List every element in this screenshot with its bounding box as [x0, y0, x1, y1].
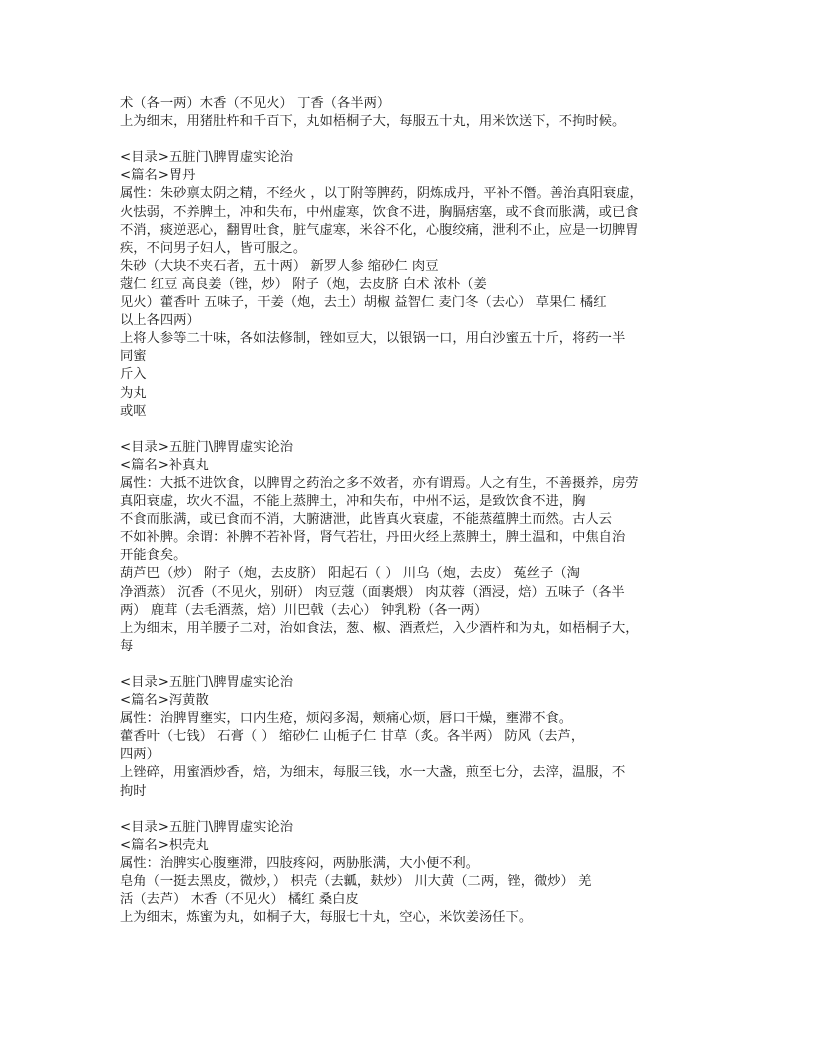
text-line: 术（各一两）木香（不见火） 丁香（各半两） [120, 96, 391, 111]
text-line: 朱砂（大块不夹石者，五十两） 新罗人参 缩砂仁 肉豆 [120, 258, 439, 274]
text-line: 或呕 [120, 403, 147, 419]
text-line: 属性：朱砂禀太阴之精，不经火 ，以丁附等脾药，阴炼成丹，平补不僭。善治真阳衰虚， [120, 186, 643, 202]
text-line: <目录>五脏门\脾胃虚实论治 [120, 819, 294, 835]
text-line: 上锉碎，用蜜酒炒香，焙，为细末，每服三钱，水一大盏，煎至七分，去滓，温服，不 [120, 765, 626, 781]
text-line: 葫芦巴（炒） 附子（炮，去皮脐） 阳起石（ ） 川乌（炮，去皮） 菟丝子（淘 [120, 566, 580, 582]
text-line: <篇名>补真丸 [120, 457, 209, 473]
text-line: 拘时 [120, 783, 147, 799]
text-line: 活（去芦） 木香（不见火） 橘红 桑白皮 [120, 892, 359, 908]
text-line: 藿香叶（七钱） 石膏（ ） 缩砂仁 山栀子仁 甘草（炙。各半两） 防风（去芦， [120, 729, 585, 745]
text-line: 同蜜 [120, 349, 147, 365]
text-line: 不食而胀满，或已食而不消，大腑溏泄，此皆真火衰虚，不能蒸蕴脾土而然。古人云 [120, 512, 612, 528]
text-line [120, 131, 680, 149]
text-line: 四两） [120, 747, 160, 763]
text-line: 以上各四两） [120, 313, 200, 329]
text-line: 上为细末，用羊腰子二对，治如食法，葱、椒、酒煮烂，入少酒杵和为丸，如梧桐子大， [120, 620, 639, 636]
text-line: 属性：大抵不进饮食，以脾胃之药治之多不效者，亦有谓焉。人之有生，不善摄养，房劳 [120, 475, 639, 491]
text-line: 属性：治脾胃壅实，口内生疮，烦闷多渴，颊痛心烦，唇口干燥，壅滞不食。 [120, 711, 573, 727]
text-line: <目录>五脏门\脾胃虚实论治 [120, 675, 294, 690]
text-line: 见火）藿香叶 五味子，干姜（炮，去土）胡椒 益智仁 麦门冬（去心） 草果仁 橘红 [120, 295, 607, 311]
text-line: 每 [120, 638, 134, 654]
text-line: 不如补脾。余谓：补脾不若补肾，肾气若壮，丹田火经上蒸脾土，脾土温和，中焦自治 [120, 530, 626, 546]
text-line: 上将人参等二十味，各如法修制，锉如豆大，以银锅一口，用白沙蜜五十斤，将药一半 [120, 331, 626, 347]
text-line [120, 656, 680, 674]
text-line: 不消，痰逆恶心，翻胃吐食，脏气虚寒，米谷不化，心腹绞痛，泄利不止，应是一切脾胃 [120, 222, 639, 238]
text-line: 上为细末，用猪肚杵和千百下，丸如梧桐子大，每服五十丸，用米饮送下，不拘时候。 [120, 114, 626, 130]
text-line: 为丸 [120, 385, 147, 401]
text-line: 净酒蒸） 沉香（不见火，别研） 肉豆蔻（面裹煨） 肉苁蓉（酒浸，焙）五味子（各半 [120, 584, 625, 600]
text-line: 属性：治脾实心腹壅滞，四肢疼闷，两胁胀满，大小便不利。 [120, 855, 480, 871]
text-line [120, 421, 680, 439]
text-line: <目录>五脏门\脾胃虚实论治 [120, 439, 294, 455]
text-line: 斤入 [120, 367, 147, 383]
text-line [120, 801, 680, 819]
document-page [120, 95, 680, 927]
text-line: 疾，不问男子妇人，皆可服之。 [120, 240, 307, 256]
text-line: <篇名>胃丹 [120, 168, 196, 184]
text-line: 两） 鹿茸（去毛酒蒸，焙）川巴戟（去心） 钟乳粉（各一两） [120, 602, 488, 618]
text-line: 蔻仁 红豆 高良姜（锉，炒） 附子（炮，去皮脐 白术 浓朴（姜 [120, 276, 487, 292]
text-line: 皂角（一挺去黑皮，微炒，） 枳壳（去瓤，麸炒） 川大黄（二两，锉，微炒） 羌 [120, 874, 592, 890]
text-line: 上为细末，炼蜜为丸，如桐子大，每服七十丸，空心，米饮姜汤任下。 [120, 910, 533, 926]
text-line: 火怯弱，不养脾土，冲和失布，中州虚寒，饮食不进，胸膈痞塞，或不食而胀满，或已食 [120, 204, 639, 220]
text-line: <篇名>泻黄散 [120, 693, 209, 709]
text-line: 开能食矣。 [120, 548, 187, 564]
text-line: 真阳衰虚，坎火不温，不能上蒸脾土，冲和失布，中州不运，是致饮食不进，胸 [120, 494, 586, 510]
text-line: <目录>五脏门\脾胃虚实论治 [120, 150, 294, 166]
text-line: <篇名>枳壳丸 [120, 837, 209, 853]
